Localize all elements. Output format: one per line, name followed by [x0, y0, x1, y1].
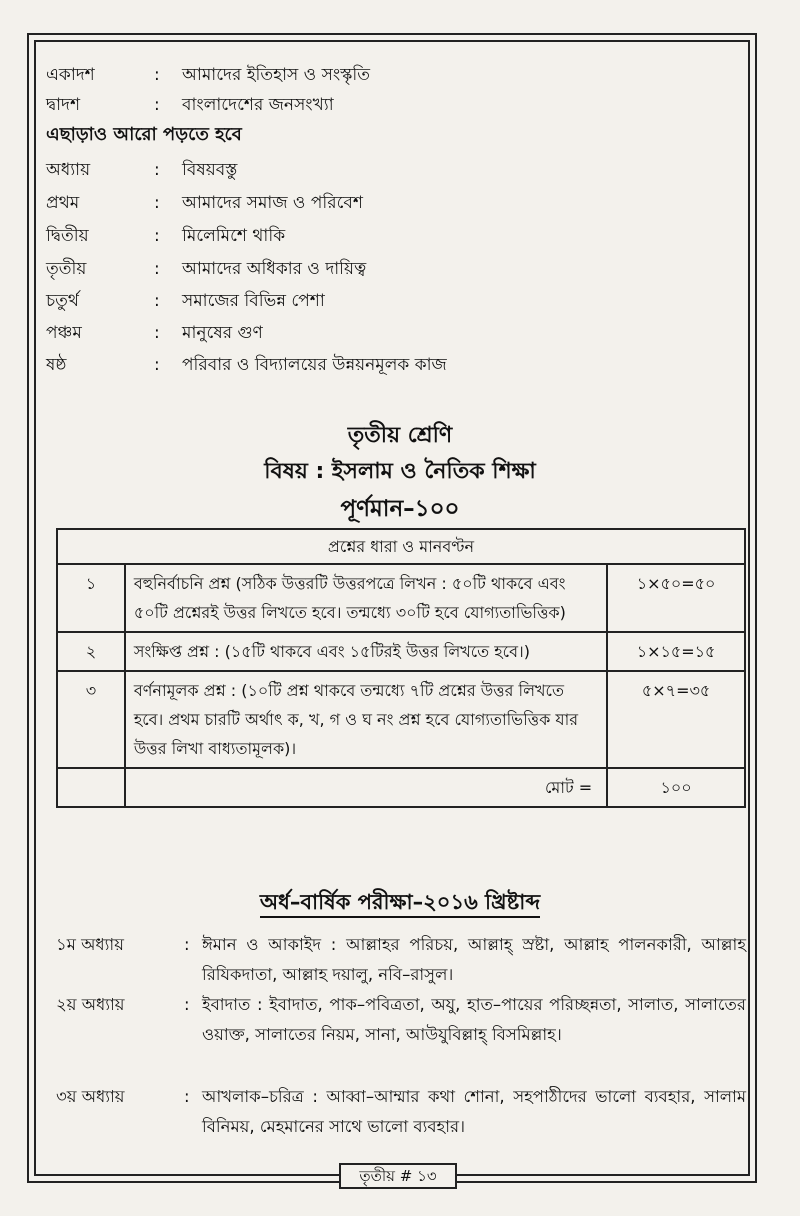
extra-reading-heading: এছাড়াও আরো পড়তে হবে [46, 124, 242, 145]
list-text: আমাদের ইতিহাস ও সংস্কৃতি [182, 65, 371, 85]
full-marks-heading: পূর্ণমান–১০০ [340, 496, 460, 522]
chapter-colon: : [154, 226, 160, 246]
list-label: একাদশ [46, 65, 95, 85]
chapter-row [46, 221, 736, 251]
row-description: বর্ণনামূলক প্রশ্ন : (১০টি প্রশ্ন থাকবে তন্মধ্যে ৭টি প্রশ্নের উত্তর লিখতে হবে। প্রথম চারটি অর্থাৎ ক, খ, গ ও ঘ নং প্রশ্ন হবে যোগ্যতাভিত্তিক যার উত্তর লিখা বাধ্যতামূলক)। [125, 671, 607, 768]
exam-chapter-colon: : [184, 995, 190, 1014]
chapter-colon: : [154, 323, 160, 343]
chapter-text: মানুষের গুণ [182, 323, 263, 343]
exam-chapter [56, 930, 746, 990]
chapter-text: সমাজের বিভিন্ন পেশা [182, 291, 325, 311]
chapter-label: ষষ্ঠ [46, 355, 67, 375]
row-description: সংক্ষিপ্ত প্রশ্ন : (১৫টি থাকবে এবং ১৫টিরই উত্তর লিখতে হবে।) [125, 632, 607, 671]
class-heading: তৃতীয় শ্রেণি [347, 423, 453, 448]
chapter-row [46, 155, 736, 185]
table-header-row [57, 529, 745, 564]
chapter-text: বিষয়বস্তু [182, 160, 238, 180]
exam-chapter-label: ১ম অধ্যায় [56, 935, 124, 954]
row-number: ১ [57, 564, 125, 632]
total-empty-cell [57, 768, 125, 807]
exam-chapter-label: ৩য় অধ্যায় [56, 1087, 125, 1106]
chapter-label: তৃতীয় [46, 259, 87, 279]
row-number: ৩ [57, 671, 125, 768]
row-description: বহুনির্বাচনি প্রশ্ন (সঠিক উত্তরটি উত্তরপত্রে লিখন : ৫০টি থাকবে এবং ৫০টি প্রশ্নেরই উত্তর লিখতে হবে। তন্মধ্যে ৩০টি হবে যোগ্যতাভিত্তিক) [125, 564, 607, 632]
exam-title [0, 886, 800, 921]
chapter-text: আমাদের অধিকার ও দায়িত্ব [182, 259, 367, 279]
exam-chapter-colon: : [184, 935, 190, 954]
chapter-label: প্রথম [46, 193, 80, 213]
chapter-row [46, 350, 736, 380]
list-label: দ্বাদশ [46, 95, 81, 115]
exam-chapter-text: ঈমান ও আকাইদ : আল্লাহর পরিচয়, আল্লাহ্ স্রষ্টা, আল্লাহ পালনকারী, আল্লাহ রিযিকদাতা, আল্লাহ দয়ালু, নবি–রাসুল। [202, 935, 746, 984]
row-marks: ১×৫০=৫০ [607, 564, 745, 632]
chapter-label: দ্বিতীয় [46, 226, 89, 246]
table-total-row [57, 768, 745, 807]
chapter-label: চতুর্থ [46, 291, 79, 311]
exam-chapter-text: ইবাদাত : ইবাদাত, পাক–পবিত্রতা, অযু, হাত–পায়ের পরিচ্ছন্নতা, সালাত, সালাতের ওয়াক্ত, সালাতের নিয়ম, সানা, আউযুবিল্লাহ্ বিসমিল্লাহ। [202, 995, 746, 1044]
chapter-row [46, 286, 736, 316]
subject-heading: বিষয় : ইসলাম ও নৈতিক শিক্ষা [264, 459, 536, 484]
chapter-colon: : [154, 160, 160, 180]
table-row [57, 564, 745, 632]
page-number-label: তৃতীয় # ১৩ [339, 1163, 457, 1189]
exam-title-text: অর্ধ–বার্ষিক পরীক্ষা–২০১৬ খ্রিষ্টাব্দ [260, 890, 540, 918]
total-value: ১০০ [607, 768, 745, 807]
exam-chapter [56, 990, 746, 1050]
chapter-label: পঞ্চম [46, 323, 82, 343]
chapter-row [46, 188, 736, 218]
chapter-row [46, 318, 736, 348]
total-label: মোট = [125, 768, 607, 807]
chapter-colon: : [154, 193, 160, 213]
chapter-text: পরিবার ও বিদ্যালয়ের উন্নয়নমূলক কাজ [182, 355, 447, 375]
chapter-colon: : [154, 259, 160, 279]
list-colon: : [154, 95, 160, 115]
exam-chapter-label: ২য় অধ্যায় [56, 995, 125, 1014]
list-item [46, 60, 736, 90]
marks-distribution-table [56, 528, 746, 808]
table-row [57, 671, 745, 768]
chapter-text: মিলেমিশে থাকি [182, 226, 286, 246]
list-item [46, 90, 736, 120]
chapter-row [46, 254, 736, 284]
list-colon: : [154, 65, 160, 85]
row-marks: ৫×৭=৩৫ [607, 671, 745, 768]
chapter-colon: : [154, 291, 160, 311]
chapter-text: আমাদের সমাজ ও পরিবেশ [182, 193, 363, 213]
list-text: বাংলাদেশের জনসংখ্যা [182, 95, 334, 115]
table-row [57, 632, 745, 671]
exam-chapter-text: আখলাক–চরিত্র : আব্বা–আম্মার কথা শোনা, সহপাঠীদের ভালো ব্যবহার, সালাম বিনিময়, মেহমানের সাথে ভালো ব্যবহার। [202, 1087, 746, 1136]
row-number: ২ [57, 632, 125, 671]
chapter-label: অধ্যায় [46, 160, 91, 180]
chapter-colon: : [154, 355, 160, 375]
table-header: প্রশ্নের ধারা ও মানবণ্টন [57, 529, 745, 564]
exam-chapter [56, 1082, 746, 1142]
row-marks: ১×১৫=১৫ [607, 632, 745, 671]
exam-chapter-colon: : [184, 1087, 190, 1106]
